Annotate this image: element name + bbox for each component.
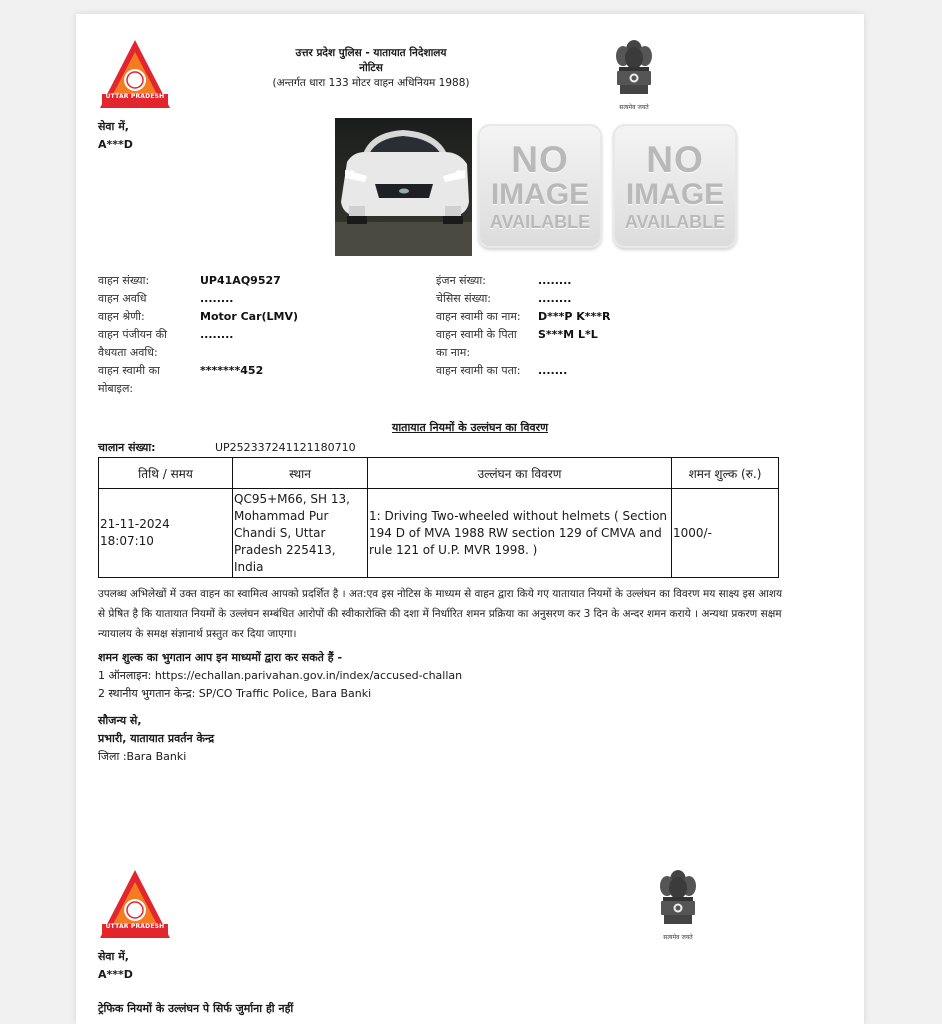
owner-name-value: D***P K***R bbox=[538, 310, 611, 323]
vehicle-class-value: Motor Car(LMV) bbox=[200, 310, 299, 323]
payment-online-link[interactable]: 1 ऑनलाइन: https://echallan.parivahan.gov.in/index/accused-challan bbox=[98, 669, 463, 682]
vehicle-class-label: वाहन श्रेणी: bbox=[98, 310, 145, 323]
up-traffic-police-logo bbox=[98, 38, 172, 110]
registration-validity-value: ........ bbox=[200, 328, 234, 341]
column-header-violation: उल्लंघन का विवरण bbox=[368, 458, 672, 489]
ashoka-emblem bbox=[610, 36, 658, 111]
recipient-name: A***D bbox=[98, 138, 133, 151]
column-header-fine: शमन शुल्क (रु.) bbox=[672, 458, 779, 489]
payment-local-center: 2 स्थानीय भुगतान केन्द्र: SP/CO Traffic Police, Bara Banki bbox=[98, 687, 372, 700]
violation-datetime-cell bbox=[99, 489, 233, 578]
challan-number-value: UP252337241121180710 bbox=[215, 441, 356, 454]
no-image-placeholder-1[interactable]: NO IMAGE AVAILABLE bbox=[478, 124, 602, 248]
violation-date: 21-11-2024 bbox=[100, 517, 170, 531]
vehicle-number-label: वाहन संख्या: bbox=[98, 274, 150, 287]
engine-number-label: इंजन संख्या: bbox=[436, 274, 486, 287]
challan-number-label: चालान संख्या: bbox=[98, 441, 156, 454]
owner-mobile-value: *******452 bbox=[200, 364, 264, 377]
violation-fine: 1000/- bbox=[672, 489, 779, 578]
owner-father-label-2: का नाम: bbox=[436, 346, 471, 359]
emblem-motto: सत्यमेव जयते bbox=[619, 104, 649, 111]
owner-address-value: ....... bbox=[538, 364, 568, 377]
chassis-number-label: चेसिस संख्या: bbox=[436, 292, 492, 305]
notice-paragraph: उपलब्ध अभिलेखों में उक्त वाहन का स्वामित्व आपको प्रदर्शित है । अत:एव इस नोटिस के माध्यम से वाहन द्वारा किये गए यातायात नियमों के उल्लंघन का विवरण मय साक्ष्य इस आशय से प्रेषित है कि यातायात नियमों के उल्लंघन सम्बंधित आरोपों की स्वीकारोक्ति की दशा में निर्धारित शमन प्रक्रिया का अनुसरण कर 3 दिन के अन्दर शमन कराये । अन्यथा प्रकरण सक्षम न्यायालय के समक्ष संज्ञानार्थ प्रस्तुत कर दिया जाएगा। bbox=[98, 588, 783, 640]
violation-time: 18:07:10 bbox=[100, 534, 154, 548]
notice-page bbox=[76, 14, 864, 1024]
column-header-date: तिथि / समय bbox=[99, 458, 233, 489]
owner-address-label: वाहन स्वामी का पता: bbox=[436, 364, 521, 377]
ashoka-emblem-icon bbox=[612, 36, 656, 98]
owner-mobile-label-1: वाहन स्वामी का bbox=[98, 364, 160, 377]
emblem-motto-2: सत्यमेव जयते bbox=[663, 934, 693, 941]
ashoka-emblem-icon-2 bbox=[656, 866, 700, 928]
header-line-1: उत्तर प्रदेश पुलिस - यातायात निदेशालय bbox=[295, 47, 447, 59]
signoff-officer: प्रभारी, यातायात प्रवर्तन केन्द्र bbox=[98, 732, 215, 745]
payment-heading: शमन शुल्क का भुगतान आप इन माध्यमों द्वारा कर सकते हैं - bbox=[98, 651, 343, 664]
engine-number-value: ........ bbox=[538, 274, 572, 287]
logo-text-2: UTTAR PRADESH bbox=[105, 923, 165, 930]
vehicle-period-label: वाहन अवधि bbox=[98, 292, 147, 305]
owner-father-value: S***M L*L bbox=[538, 328, 598, 341]
header-line-3: (अन्तर्गत धारा 133 मोटर वाहन अधिनियम 1988) bbox=[272, 77, 470, 89]
header-line-2: नोटिस bbox=[359, 62, 383, 74]
violation-place: QC95+M66, SH 13, Mohammad Pur Chandi S, Uttar Pradesh 225413, India bbox=[233, 489, 368, 578]
owner-mobile-label-2: मोबाइल: bbox=[98, 382, 134, 395]
violation-table bbox=[98, 457, 779, 578]
recipient-salutation-2: सेवा में, bbox=[98, 950, 129, 963]
notice-header bbox=[226, 46, 516, 91]
table-row bbox=[99, 489, 779, 578]
chassis-number-value: ........ bbox=[538, 292, 572, 305]
signoff-courtesy: सौजन्य से, bbox=[98, 714, 142, 727]
vehicle-photo[interactable] bbox=[335, 118, 472, 256]
vehicle-period-value: ........ bbox=[200, 292, 234, 305]
vehicle-number-value: UP41AQ9527 bbox=[200, 274, 281, 287]
column-header-place: स्थान bbox=[233, 458, 368, 489]
signoff-district: जिला :Bara Banki bbox=[98, 750, 187, 763]
table-header-row bbox=[99, 458, 779, 489]
second-page-tagline: ट्रेफिक नियमों के उल्लंघन पे सिर्फ जुर्माना ही नहीं bbox=[98, 1002, 294, 1015]
owner-name-label: वाहन स्वामी का नाम: bbox=[436, 310, 521, 323]
registration-validity-label-1: वाहन पंजीयन की bbox=[98, 328, 167, 341]
violation-description: 1: Driving Two-wheeled without helmets ( Section 194 D of MVA 1988 RW section 129 of CMVA and rule 121 of U.P. MVR 1998. ) bbox=[368, 489, 672, 578]
logo-text: UTTAR PRADESH bbox=[105, 93, 165, 100]
ashoka-emblem-2 bbox=[654, 866, 702, 941]
registration-validity-label-2: वैधयता अवधि: bbox=[98, 346, 158, 359]
recipient-name-2: A***D bbox=[98, 968, 133, 981]
violation-section-title: यातायात नियमों के उल्लंघन का विवरण bbox=[391, 421, 549, 434]
up-traffic-police-logo-2 bbox=[98, 868, 172, 940]
recipient-salutation: सेवा में, bbox=[98, 120, 129, 133]
no-image-placeholder-2[interactable]: NO IMAGE AVAILABLE bbox=[613, 124, 737, 248]
owner-father-label-1: वाहन स्वामी के पिता bbox=[436, 328, 517, 341]
